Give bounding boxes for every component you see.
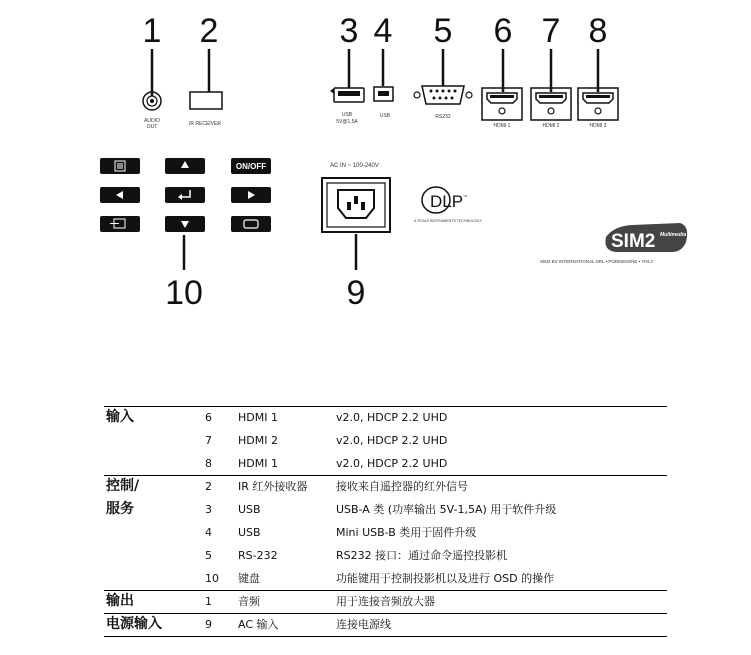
connector-number: 8 [205, 457, 212, 470]
callout-4: 4 [373, 12, 393, 50]
sim2-logo [605, 223, 687, 252]
connector-description: 用于连接音频放大器 [336, 595, 435, 608]
category-label: 输入 [106, 409, 134, 425]
connector-name: USB [238, 526, 261, 539]
connector-name: 键盘 [238, 572, 260, 585]
connector-number: 4 [205, 526, 212, 539]
sim2-logo-text: SIM2 [611, 231, 656, 252]
table-row [104, 567, 667, 590]
callout-5: 5 [433, 12, 453, 50]
callout-8: 8 [588, 12, 608, 50]
category-label-continued: 服务 [106, 501, 134, 517]
table-row [104, 406, 667, 429]
on-off-label: ON/OFF [235, 162, 267, 171]
sim2-address: SIM2 BV INTERNATIONAL SRL • PORDENONE • ITALY [540, 259, 654, 264]
table-row [104, 475, 667, 498]
connector-number: 7 [205, 434, 212, 447]
ir-receiver-label: IR RECEIVER [189, 121, 221, 127]
hdmi-1-label: HDMI 1 [493, 123, 511, 129]
table-row [104, 590, 667, 613]
ac-in-label: AC IN ~ 100-240V [330, 163, 379, 169]
dlp-logo [414, 187, 483, 223]
table-rule [104, 636, 667, 637]
hdmi-2-label: HDMI 2 [542, 123, 560, 129]
usb-mini-port [374, 87, 393, 101]
connector-number: 3 [205, 503, 212, 516]
sim2-logo-sub: Multimedia [660, 232, 687, 238]
connector-description: USB-A 类 (功率输出 5V-1,5A) 用于软件升级 [336, 503, 557, 516]
callout-9: 9 [346, 274, 366, 312]
connector-name: HDMI 2 [238, 434, 278, 447]
hdmi-port-2 [531, 88, 571, 120]
keypad [100, 158, 271, 232]
usb-a-port [330, 88, 364, 102]
connector-number: 1 [205, 595, 212, 608]
dlp-tm: ™ [463, 194, 467, 199]
table-row [104, 613, 667, 636]
dlp-logo-text: DLP [430, 192, 464, 211]
connector-number: 9 [205, 618, 212, 631]
connector-description: v2.0, HDCP 2.2 UHD [336, 411, 448, 424]
ac-power-inlet [322, 178, 390, 232]
category-label: 输出 [106, 593, 134, 609]
callout-2: 2 [199, 12, 219, 50]
connector-number: 10 [205, 572, 219, 585]
connector-number: 6 [205, 411, 212, 424]
hdmi-port-3 [578, 88, 618, 120]
connector-description: RS232 接口：通过命令遥控投影机 [336, 549, 508, 562]
connector-description: v2.0, HDCP 2.2 UHD [336, 457, 448, 470]
table-row [104, 544, 667, 567]
connector-name: USB [238, 503, 261, 516]
table-row [104, 452, 667, 475]
connector-name: AC 输入 [238, 618, 279, 631]
callout-6: 6 [493, 12, 513, 50]
category-label: 电源输入 [106, 616, 162, 632]
category-label: 控制/ [106, 478, 140, 494]
usb-a-label: USB [341, 112, 353, 118]
dlp-caption: A TEXAS INSTRUMENTS TECHNOLOGY [414, 219, 482, 223]
audio-out-label: AUDIO [144, 118, 160, 124]
keypad-source-button[interactable] [100, 216, 140, 232]
ir-receiver-window [190, 92, 222, 109]
callout-7: 7 [541, 12, 561, 50]
connector-number: 5 [205, 549, 212, 562]
connector-description: 连接电源线 [336, 618, 391, 631]
callout-10: 10 [165, 274, 203, 312]
connector-description: v2.0, HDCP 2.2 UHD [336, 434, 448, 447]
keypad-loop-button[interactable] [231, 216, 271, 232]
usb-a-power-label: 5V@1,5A [336, 119, 358, 125]
hdmi-3-label: HDMI 3 [589, 123, 607, 129]
connector-number: 2 [205, 480, 212, 493]
table-row [104, 521, 667, 544]
hdmi-port-1 [482, 88, 522, 120]
connector-name: HDMI 1 [238, 457, 278, 470]
callout-1: 1 [142, 12, 162, 50]
audio-out-label-2: OUT [146, 124, 158, 130]
usb-mini-label: USB [379, 113, 391, 119]
connector-name: HDMI 1 [238, 411, 278, 424]
connector-description: 接收来自遥控器的红外信号 [336, 480, 468, 493]
connector-description: 功能键用于控制投影机以及进行 OSD 的操作 [336, 572, 555, 585]
connector-name: IR 红外接收器 [238, 480, 308, 493]
rs232-label: RS232 [435, 114, 451, 120]
connector-table [104, 406, 667, 637]
callout-3: 3 [339, 12, 359, 50]
table-row [104, 498, 667, 521]
connector-name: 音频 [238, 595, 260, 608]
table-row [104, 429, 667, 452]
rs232-port [414, 86, 472, 104]
connector-name: RS-232 [238, 549, 278, 562]
keypad-enter-button[interactable] [165, 187, 205, 203]
connector-description: Mini USB-B 类用于固件升级 [336, 526, 477, 539]
